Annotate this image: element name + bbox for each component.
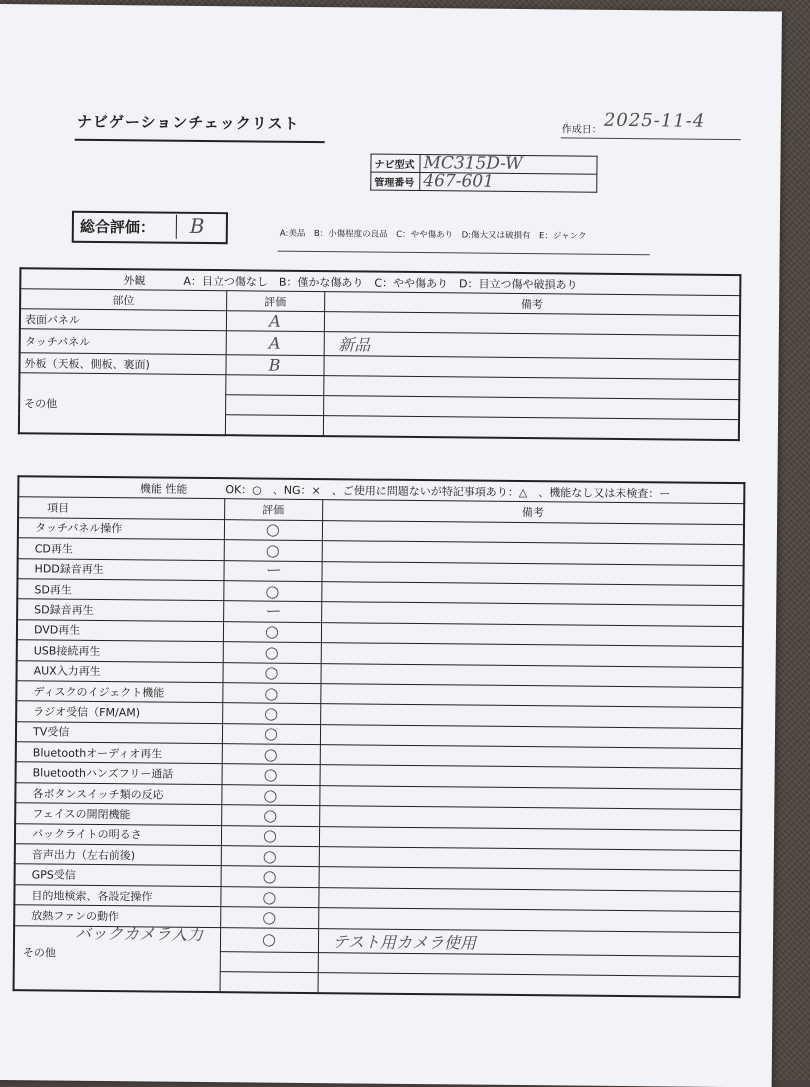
function-grade: ー — [223, 601, 321, 622]
function-grade: ○ — [221, 825, 319, 846]
function-grade: ○ — [223, 581, 321, 602]
function-grade: ○ — [224, 540, 322, 561]
function-grade — [220, 951, 318, 972]
exterior-part: 表面パネル — [20, 309, 226, 331]
exterior-grade: A — [226, 331, 324, 356]
function-item: ラジオ受信（FM/AM) — [16, 701, 222, 723]
function-item: 音声出力（左右前後) — [15, 844, 221, 866]
function-col-item-label: 項目 — [47, 501, 70, 515]
function-item: AUX入力再生 — [17, 660, 223, 682]
function-item: TV受信 — [16, 721, 222, 743]
overall-rating-box — [72, 211, 228, 244]
model-label: ナビ型式 — [371, 154, 420, 172]
function-col-note: 備考 — [322, 500, 744, 524]
exterior-col-part: 部位 — [20, 289, 226, 311]
exterior-grade: A — [226, 311, 324, 332]
function-item: HDD録音再生 — [17, 558, 223, 580]
function-other-cell — [14, 925, 221, 992]
exterior-grade: B — [225, 355, 323, 376]
exterior-grade — [225, 375, 323, 396]
function-table — [13, 475, 746, 998]
function-other-entry: バックカメラ入力 — [74, 923, 204, 944]
function-grade: ○ — [224, 519, 322, 540]
function-grade: ○ — [222, 764, 320, 785]
function-item: DVD再生 — [17, 619, 223, 641]
exterior-title: 外観 — [123, 273, 146, 287]
function-grade: ○ — [221, 846, 319, 867]
date-underline — [561, 137, 741, 140]
exterior-other-label: その他 — [24, 396, 58, 411]
management-number-value: 467-601 — [420, 173, 597, 193]
function-item: SD録音再生 — [17, 599, 223, 621]
function-scale: OK：○ 、NG：× 、ご使用に問題ないが特記事項あり：△ 、機能なし又は未検査：ー — [225, 482, 671, 501]
function-grade: ー — [223, 560, 321, 581]
function-grade: ○ — [220, 907, 318, 928]
function-grade: ○ — [220, 886, 318, 907]
function-item: Bluetoothオーディオ再生 — [16, 742, 222, 764]
overall-rating-value: B — [189, 213, 205, 238]
function-other-label: その他 — [22, 945, 56, 960]
function-item: バックライトの明るさ — [15, 823, 221, 845]
function-item: GPS受信 — [15, 864, 221, 886]
overall-rating-label: 総合評価： — [79, 217, 155, 237]
exterior-part: 外板（天板、側板、裏面) — [19, 353, 225, 375]
function-grade: ○ — [222, 744, 320, 765]
function-grade: ○ — [222, 683, 320, 704]
function-item: 各ボタンスイッチ類の反応 — [15, 783, 221, 805]
function-item: SD再生 — [17, 579, 223, 601]
exterior-grade — [225, 395, 323, 416]
exterior-col-grade: 評価 — [226, 291, 324, 312]
function-item: タッチパネル操作 — [18, 517, 224, 539]
function-item: 目的地検索、各設定操作 — [14, 884, 220, 906]
function-grade: ○ — [221, 785, 319, 806]
function-other-grade: ○ — [220, 927, 318, 952]
exterior-col-note: 備考 — [324, 292, 740, 316]
date-label: 作成日： — [561, 124, 602, 136]
management-number-label: 管理番号 — [371, 172, 420, 190]
exterior-scale: A：目立つ傷なし B：僅かな傷あり C：やや傷あり D：目立つ傷や破損あり — [183, 274, 578, 292]
function-grade: ○ — [222, 723, 320, 744]
title-underline — [75, 139, 325, 143]
function-item: ディスクのイジェクト機能 — [16, 681, 222, 703]
function-item: フェイスの開閉機能 — [15, 803, 221, 825]
function-grade — [220, 972, 318, 994]
function-grade: ○ — [221, 805, 319, 826]
function-grade: ○ — [223, 621, 321, 642]
function-col-grade: 評価 — [224, 499, 322, 520]
exterior-note — [323, 416, 739, 440]
function-other-note: テスト用カメラ使用 — [318, 928, 740, 956]
checklist-paper — [0, 4, 782, 1087]
exterior-note: 新品 — [324, 332, 740, 360]
exterior-other-cell — [19, 373, 226, 435]
function-note — [318, 973, 740, 998]
exterior-part: タッチパネル — [20, 329, 226, 355]
function-item: CD再生 — [18, 538, 224, 560]
function-grade: ○ — [222, 662, 320, 683]
model-value: MC315D-W — [420, 155, 597, 175]
function-grade: ○ — [221, 866, 319, 887]
function-col-item — [18, 497, 224, 519]
function-grade: ○ — [222, 703, 320, 724]
function-item: 放熱ファンの動作 — [14, 905, 220, 927]
function-item: USB接続再生 — [17, 640, 223, 662]
date-value: 2025-11-4 — [603, 109, 706, 132]
legend-underline — [278, 251, 650, 256]
page-title: ナビゲーションチェックリスト — [76, 112, 300, 133]
function-title: 機能 性能 — [139, 482, 188, 496]
exterior-grade — [225, 415, 323, 436]
grade-legend: A:美品 B：小傷程度の良品 C：やや傷あり D:傷大又は破損有 E：ジャンク — [279, 228, 587, 242]
exterior-table — [18, 267, 742, 441]
model-info-box — [370, 154, 597, 193]
function-item: Bluetoothハンズフリー通話 — [16, 762, 222, 784]
function-grade: ○ — [223, 642, 321, 663]
